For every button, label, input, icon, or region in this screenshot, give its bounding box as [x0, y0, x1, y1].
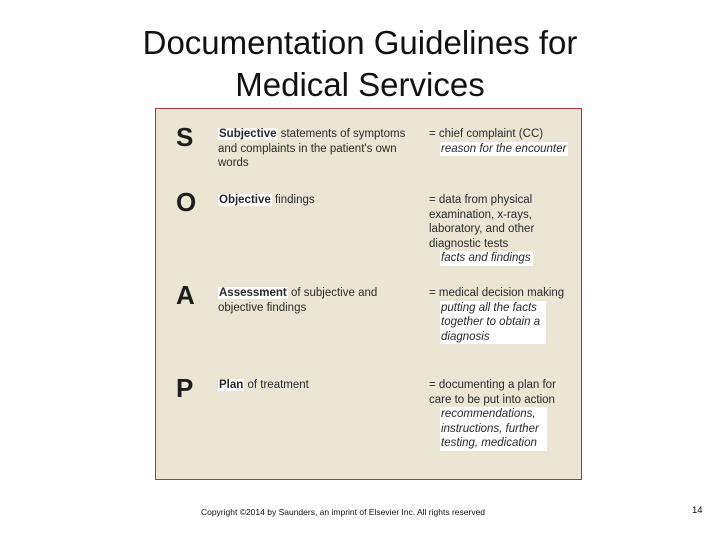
soap-keyword-objective: Objective	[219, 194, 271, 206]
copyright-footer: Copyright ©2014 by Saunders, an imprint of Elsevier Inc. All rights reserved	[200, 507, 486, 517]
soap-description-text: findings	[271, 194, 315, 206]
soap-letter-s: S	[176, 122, 194, 152]
soap-description-text: of subjective and objective findings	[218, 287, 378, 314]
soap-description-assessment	[218, 286, 393, 315]
soap-letter-a: A	[176, 280, 195, 310]
soap-definition-plan	[429, 378, 557, 451]
soap-definition-assessment	[429, 286, 569, 344]
soap-definition-text: = chief complaint (CC)	[429, 128, 544, 140]
soap-definition-text: = data from physical examination, x-rays, laboratory, and other diagnostic tests	[429, 194, 535, 250]
title-line-1: Documentation Guidelines for	[142, 24, 578, 61]
soap-description-objective	[218, 193, 423, 208]
page-number: 14	[692, 505, 703, 516]
soap-description-subjective	[218, 127, 423, 171]
soap-definition-objective	[429, 193, 567, 266]
soap-description-plan	[218, 378, 423, 393]
soap-italic-note: reason for the encounter	[441, 142, 567, 155]
soap-description-text: of treatment	[244, 379, 309, 391]
slide-title	[0, 22, 720, 106]
title-line-2: Medical Services	[235, 66, 485, 103]
soap-keyword-subjective: Subjective	[219, 128, 277, 140]
soap-letter-p: P	[176, 373, 194, 403]
soap-keyword-assessment: Assessment	[219, 287, 287, 299]
soap-description-text: statements of symptoms and complaints in the patient's own words	[218, 128, 406, 169]
soap-letter-o: O	[176, 187, 197, 217]
soap-definition-text: = documenting a plan for care to be put into action	[429, 379, 556, 406]
soap-italic-note: putting all the facts together to obtain a diagnosis	[440, 301, 546, 345]
soap-italic-note: recommendations, instructions, further testing, medication	[440, 407, 547, 451]
soap-keyword-plan: Plan	[219, 379, 244, 391]
soap-definition-subjective	[429, 127, 579, 156]
soap-definition-text: = medical decision making	[429, 287, 565, 299]
soap-panel	[155, 108, 582, 480]
soap-italic-note: facts and findings	[441, 252, 531, 264]
